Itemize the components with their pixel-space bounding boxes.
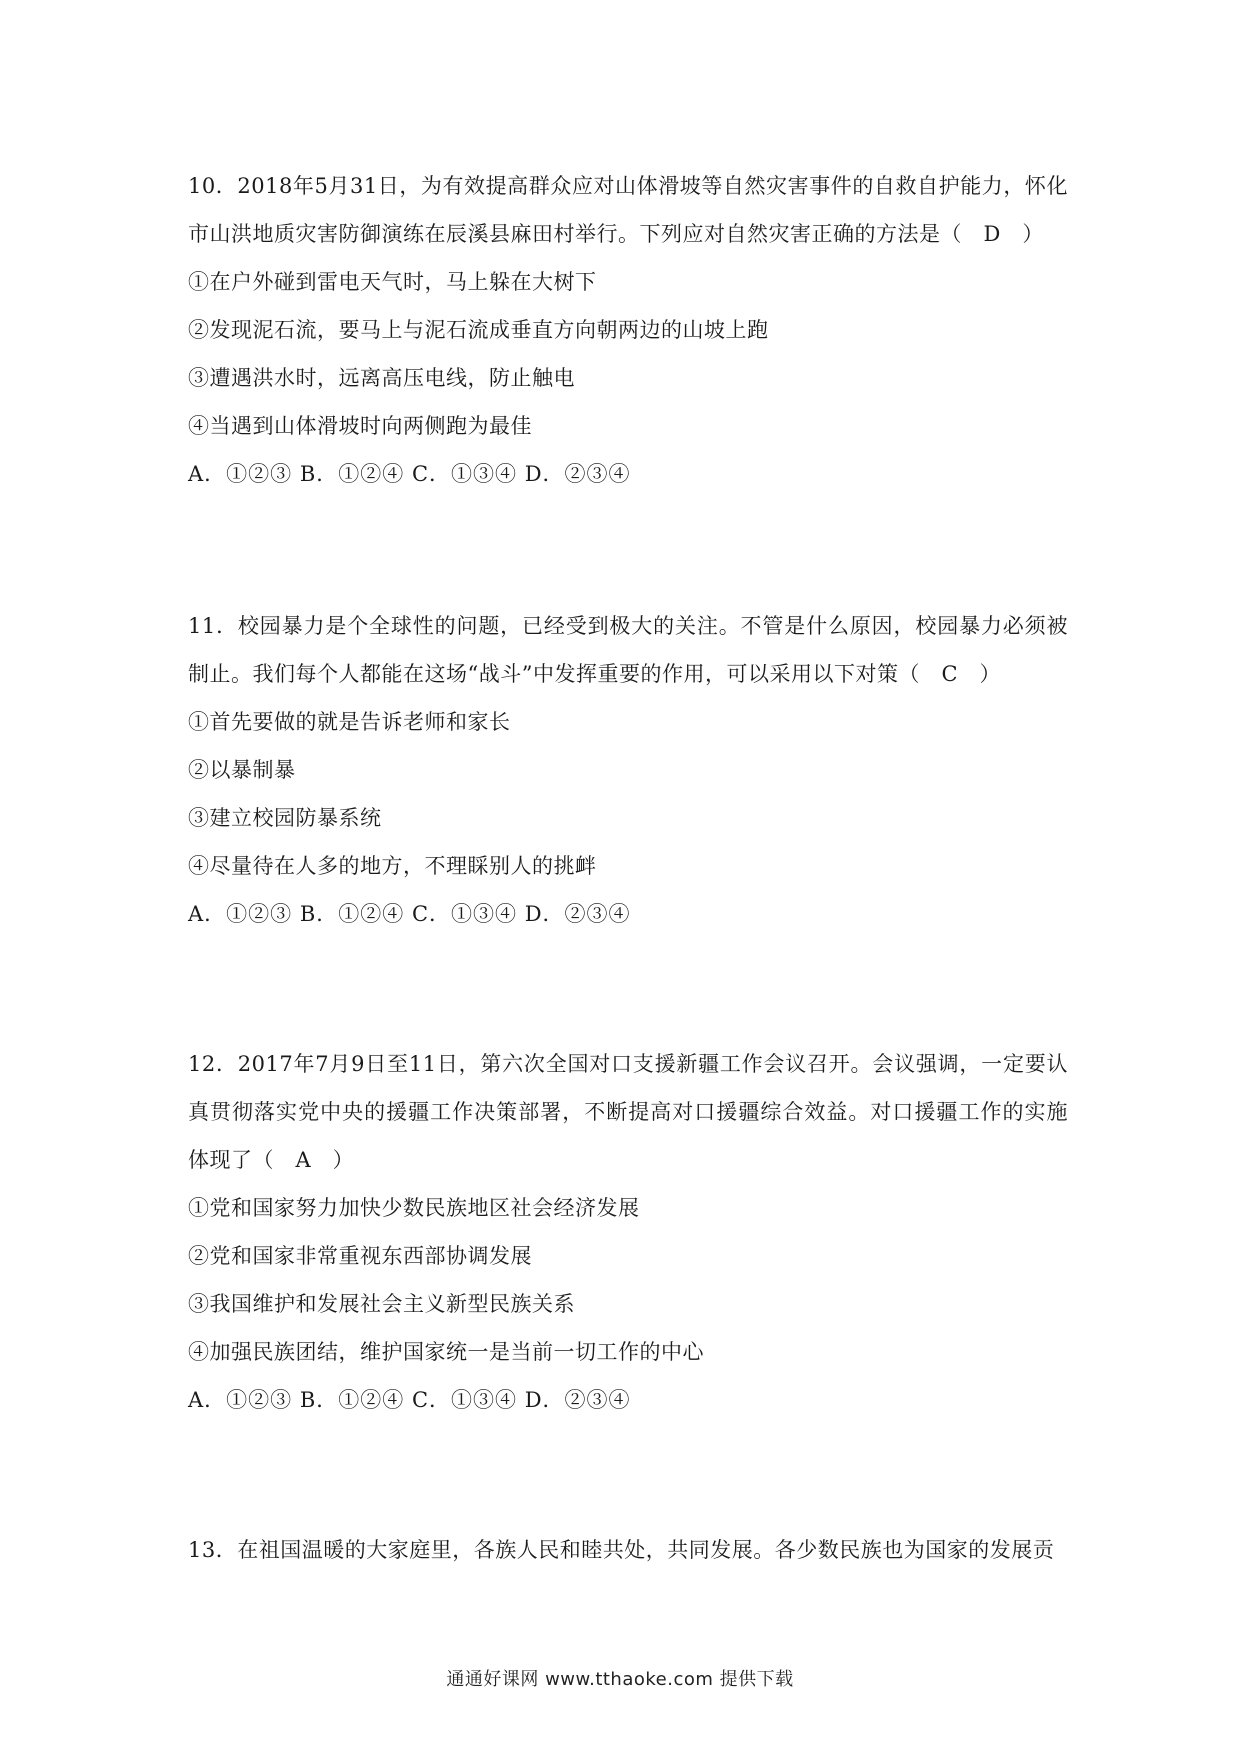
statement-item: ①党和国家努力加快少数民族地区社会经济发展 [188, 1196, 640, 1220]
statement-item: ①首先要做的就是告诉老师和家长 [188, 710, 511, 734]
statement-item: ③遭遇洪水时，远离高压电线，防止触电 [188, 366, 575, 390]
statement-item: ②党和国家非常重视东西部协调发展 [188, 1244, 532, 1268]
question-stem: 10．2018年5月31日，为有效提高群众应对山体滑坡等自然灾害事件的自救自护能力，怀化市山洪地质灾害防御演练在辰溪县麻田村举行。下列应对自然灾害正确的方法是（ D ） [188, 174, 1068, 246]
statement-item: ②以暴制暴 [188, 758, 296, 782]
statement-item: ④当遇到山体滑坡时向两侧跑为最佳 [188, 414, 532, 438]
statement-item: ③建立校园防暴系统 [188, 806, 382, 830]
question-11 [188, 602, 1068, 938]
statement-item: ①在户外碰到雷电天气时，马上躲在大树下 [188, 270, 597, 294]
question-stem: 12．2017年7月9日至11日，第六次全国对口支援新疆工作会议召开。会议强调，一定要认真贯彻落实党中央的援疆工作决策部署，不断提高对口援疆综合效益。对口援疆工作的实施体现了（ A ） [188, 1052, 1068, 1172]
statement-item: ④尽量待在人多的地方，不理睬别人的挑衅 [188, 854, 597, 878]
question-stem: 13．在祖国温暖的大家庭里，各族人民和睦共处，共同发展。各少数民族也为国家的发展贡 [188, 1538, 1055, 1562]
answer-options: A．①②③ B．①②④ C．①③④ D．②③④ [188, 902, 631, 926]
question-stem: 11．校园暴力是个全球性的问题，已经受到极大的关注。不管是什么原因，校园暴力必须被制止。我们每个人都能在这场“战斗”中发挥重要的作用，可以采用以下对策（ C ） [188, 614, 1068, 686]
statement-item: ④加强民族团结，维护国家统一是当前一切工作的中心 [188, 1340, 704, 1364]
question-12 [188, 1040, 1068, 1424]
answer-options: A．①②③ B．①②④ C．①③④ D．②③④ [188, 462, 631, 486]
download-footer: 通通好课网 www.tthaoke.com 提供下载 [446, 1669, 794, 1690]
question-13 [188, 1526, 1068, 1574]
statement-item: ②发现泥石流，要马上与泥石流成垂直方向朝两边的山坡上跑 [188, 318, 769, 342]
question-10 [188, 162, 1068, 498]
statement-item: ③我国维护和发展社会主义新型民族关系 [188, 1292, 575, 1316]
answer-options: A．①②③ B．①②④ C．①③④ D．②③④ [188, 1388, 631, 1412]
